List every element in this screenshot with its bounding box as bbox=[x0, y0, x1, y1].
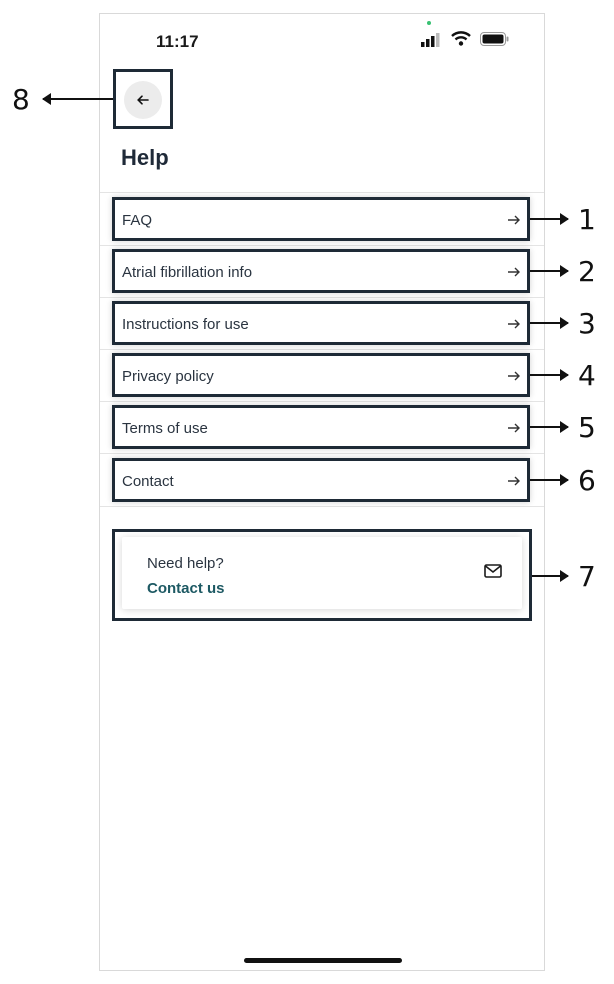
page-title: Help bbox=[121, 145, 169, 170]
callout-number-7: 7 bbox=[578, 560, 596, 593]
menu-item-terms-of-use[interactable] bbox=[112, 405, 530, 449]
camera-indicator-dot bbox=[427, 21, 431, 25]
wifi-icon bbox=[451, 31, 471, 46]
arrow-right-icon bbox=[506, 420, 522, 436]
callout-number-1: 1 bbox=[578, 203, 596, 236]
divider bbox=[100, 349, 544, 350]
arrow-right-icon bbox=[506, 316, 522, 332]
menu-item-label: FAQ bbox=[122, 212, 153, 229]
callout-number-6: 6 bbox=[578, 464, 596, 497]
arrow-right-icon bbox=[506, 368, 522, 384]
callout-number-5: 5 bbox=[578, 411, 596, 444]
help-question: Need help? bbox=[147, 555, 224, 572]
divider bbox=[100, 245, 544, 246]
menu-item-instructions-for-use[interactable] bbox=[112, 301, 530, 345]
battery-icon bbox=[480, 32, 510, 46]
divider bbox=[100, 506, 544, 507]
arrow-left-icon bbox=[137, 95, 149, 105]
callout-arrow-3 bbox=[530, 322, 568, 324]
menu-item-contact[interactable] bbox=[112, 458, 530, 502]
divider bbox=[100, 192, 544, 193]
divider bbox=[100, 453, 544, 454]
mail-icon bbox=[484, 564, 502, 578]
status-time: 11:17 bbox=[156, 32, 199, 51]
menu-item-label: Instructions for use bbox=[122, 316, 249, 333]
arrow-right-icon bbox=[506, 473, 522, 489]
callout-number-2: 2 bbox=[578, 255, 596, 288]
callout-arrow-7 bbox=[532, 575, 568, 577]
divider bbox=[100, 297, 544, 298]
menu-item-label: Atrial fibrillation info bbox=[122, 264, 253, 281]
menu-item-label: Privacy policy bbox=[122, 368, 214, 385]
callout-arrow-1 bbox=[530, 218, 568, 220]
arrow-right-icon bbox=[506, 264, 522, 280]
callout-number-4: 4 bbox=[578, 359, 596, 392]
help-card-highlight bbox=[112, 529, 532, 621]
menu-item-label: Contact bbox=[122, 473, 174, 490]
signal-icon bbox=[421, 33, 441, 47]
home-indicator bbox=[244, 958, 402, 963]
callout-number-3: 3 bbox=[578, 307, 596, 340]
menu-item-label: Terms of use bbox=[122, 420, 208, 437]
callout-arrow-4 bbox=[530, 374, 568, 376]
contact-us-link[interactable]: Contact us bbox=[147, 580, 225, 597]
menu-item-atrial-fibrillation-info[interactable] bbox=[112, 249, 530, 293]
menu-item-privacy-policy[interactable] bbox=[112, 353, 530, 397]
callout-arrow-8 bbox=[43, 98, 113, 100]
callout-arrow-6 bbox=[530, 479, 568, 481]
arrow-right-icon bbox=[506, 212, 522, 228]
status-icons bbox=[418, 30, 514, 50]
callout-number-8: 8 bbox=[12, 83, 30, 116]
back-button[interactable] bbox=[124, 81, 162, 119]
help-card[interactable] bbox=[122, 537, 522, 609]
menu-item-faq[interactable] bbox=[112, 197, 530, 241]
divider bbox=[100, 401, 544, 402]
callout-arrow-5 bbox=[530, 426, 568, 428]
callout-arrow-2 bbox=[530, 270, 568, 272]
back-button-highlight bbox=[113, 69, 173, 129]
